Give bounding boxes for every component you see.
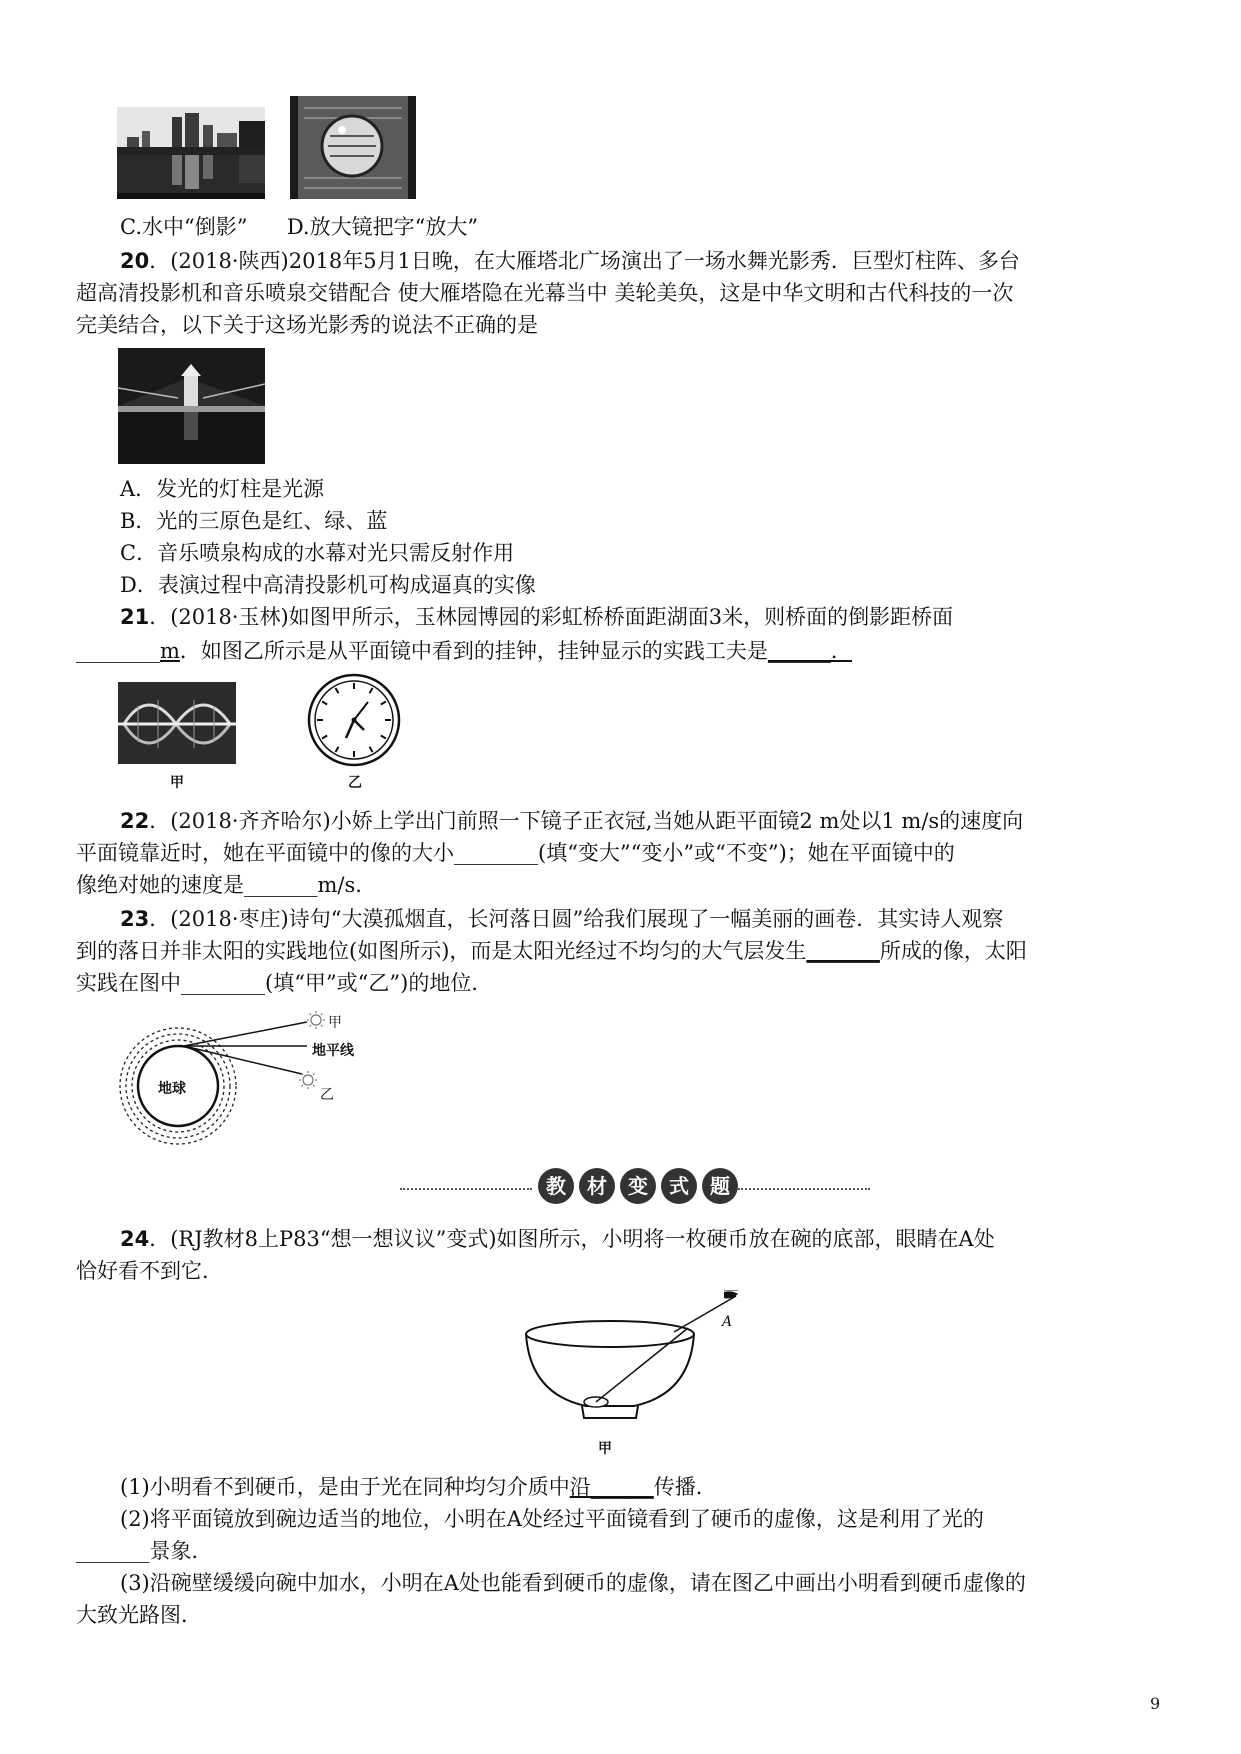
q23-line3 xyxy=(76,968,492,998)
q21-line2 xyxy=(76,636,852,666)
rainbow-bridge-photo xyxy=(118,682,236,764)
horizon-label: 地平线 xyxy=(312,1043,354,1059)
q20-option-b: B．光的三原色是红、绿、蓝 xyxy=(120,509,388,533)
q24-text1: 如图所示，小明将一枚硬币放在碗的底部，眼睛在A处 xyxy=(496,1227,995,1251)
q22-number: 22 xyxy=(120,809,150,833)
sun-jia-label: 甲 xyxy=(328,1015,342,1031)
q23-number: 23 xyxy=(120,907,150,931)
q23-source: ．(2018·枣庄) xyxy=(149,907,289,931)
q21-text2: ．如图乙所示是从平面镜中看到的挂钟，挂钟显示的实践工夫是 xyxy=(179,639,768,663)
sun-yi-label: 乙 xyxy=(320,1087,334,1103)
q23-blank2: ________ xyxy=(181,971,265,995)
q20-line3: 完美结合，以下关于这场光影秀的说法不正确的是 xyxy=(76,313,538,337)
option-c-caption: C.水中“倒影” xyxy=(120,215,248,239)
q24-sub2-blank: _______ xyxy=(76,1539,150,1563)
q23-text1: 诗句“大漠孤烟直，长河落日圆”给我们展现了一幅美丽的画卷．其实诗人观察 xyxy=(288,907,1004,931)
q23-text2b: 所成的像，太阳 xyxy=(879,939,1027,963)
q24-sub3-line1: (3)沿碗壁缓缓向碗中加水，小明在A处也能看到硬币的虚像，请在图乙中画出小明看到硬币虚像的 xyxy=(120,1571,1026,1595)
q22-text3b: m/s. xyxy=(317,873,362,897)
section-char-3: 变 xyxy=(620,1168,656,1204)
magnifier-photo xyxy=(290,96,416,199)
bowl-coin-diagram xyxy=(524,1290,744,1430)
q24-line1 xyxy=(120,1224,995,1254)
q20-line2: 超高清投影机和音乐喷泉交错配合 使大雁塔隐在光幕当中 美轮美奂，这是中华文明和古代科技的一次 xyxy=(76,281,1014,305)
q24-line2: 恰好看不到它． xyxy=(76,1259,223,1283)
earth-atmosphere-diagram xyxy=(112,1008,372,1158)
section-rule-right xyxy=(738,1188,870,1190)
q24-sub2-line1: (2)将平面镜放到碗边适当的地位，小明在A处经过平面镜看到了硬币的虚像，这是利用了光的 xyxy=(120,1507,984,1531)
q22-blank2: _______ xyxy=(244,873,318,897)
q20-text1: 2018年5月1日晚，在大雁塔北广场演出了一场水舞光影秀．巨型灯柱阵、多台 xyxy=(288,249,1020,273)
q21-source: ．(2018·玉林) xyxy=(149,605,289,629)
q24-sub2-text2: 景象． xyxy=(149,1539,213,1563)
q24-number: 24 xyxy=(120,1227,150,1251)
q21-unit: m xyxy=(160,639,180,663)
q21-fig-jia-label: 甲 xyxy=(170,775,184,791)
options-cd-caption xyxy=(120,212,478,242)
q20-option-c: C．音乐喷泉构成的水幕对光只需反射作用 xyxy=(120,541,515,565)
q22-text2a: 平面镜靠近时，她在平面镜中的像的大小 xyxy=(76,841,454,865)
q22-text3a: 像绝对她的速度是 xyxy=(76,873,244,897)
q23-blank1: _______ xyxy=(806,939,880,963)
q24-sub1-blank: 沿______ xyxy=(569,1475,654,1499)
page-number: 9 xyxy=(1150,1694,1161,1713)
section-heading xyxy=(400,1168,870,1210)
q22-line3 xyxy=(76,870,362,900)
mirror-clock-figure xyxy=(306,672,402,768)
section-rule-left xyxy=(400,1188,532,1190)
q24-sub1-text: (1)小明看不到硬币，是由于光在同种均匀介质中 xyxy=(120,1475,570,1499)
q20-option-a: A．发光的灯柱是光源 xyxy=(120,477,325,501)
q22-source: ．(2018·齐齐哈尔) xyxy=(149,809,331,833)
q24-source: ．(RJ教材8上P83“想一想议议”变式) xyxy=(149,1227,497,1251)
q21-blank2: ______． xyxy=(767,639,852,663)
reflection-photo xyxy=(117,107,265,199)
section-char-2: 材 xyxy=(579,1168,615,1204)
eye-a-label: A xyxy=(722,1314,733,1330)
q24-sub1-text2: 传播． xyxy=(653,1475,717,1499)
option-d-caption: D.放大镜把字“放大” xyxy=(286,215,479,239)
q23-line2 xyxy=(76,936,1027,966)
q20-number: 20 xyxy=(120,249,150,273)
earth-label: 地球 xyxy=(158,1081,186,1097)
q22-text2b: (填“变大”“变小”或“不变”)；她在平面镜中的 xyxy=(538,841,955,865)
q23-text3a: 实践在图中 xyxy=(76,971,181,995)
q24-sub3-line2: 大致光路图． xyxy=(76,1603,202,1627)
q24-sub1 xyxy=(120,1472,717,1502)
q21-fig-yi-label: 乙 xyxy=(348,775,362,791)
q22-line1 xyxy=(120,806,1023,836)
q24-fig-label: 甲 xyxy=(598,1441,612,1457)
q22-text1: 小娇上学出门前照一下镜子正衣冠,当她从距平面镜2 m处以1 m/s的速度向 xyxy=(330,809,1024,833)
q23-line1 xyxy=(120,904,1003,934)
q21-text1: 如图甲所示，玉林园博园的彩虹桥桥面距湖面3米，则桥面的倒影距桥面 xyxy=(288,605,954,629)
q20-option-d: D．表演过程中高清投影机可构成逼真的实像 xyxy=(120,573,536,597)
q23-text3b: (填“甲”或“乙”)的地位． xyxy=(265,971,493,995)
q21-number: 21 xyxy=(120,605,150,629)
dayan-pagoda-photo xyxy=(118,348,265,464)
section-char-5: 题 xyxy=(702,1168,738,1204)
section-char-4: 式 xyxy=(661,1168,697,1204)
q21-blank1: ________ xyxy=(76,639,160,663)
q22-line2 xyxy=(76,838,955,868)
q21-line1 xyxy=(120,602,953,632)
q20-line1 xyxy=(120,246,1020,276)
q22-blank1: ________ xyxy=(454,841,538,865)
section-char-1: 教 xyxy=(538,1168,574,1204)
q23-text2a: 到的落日并非太阳的实践地位(如图所示)，而是太阳光经过不均匀的大气层发生 xyxy=(76,939,807,963)
q20-source: ．(2018·陕西) xyxy=(149,249,289,273)
q24-sub2-line2 xyxy=(76,1536,213,1566)
